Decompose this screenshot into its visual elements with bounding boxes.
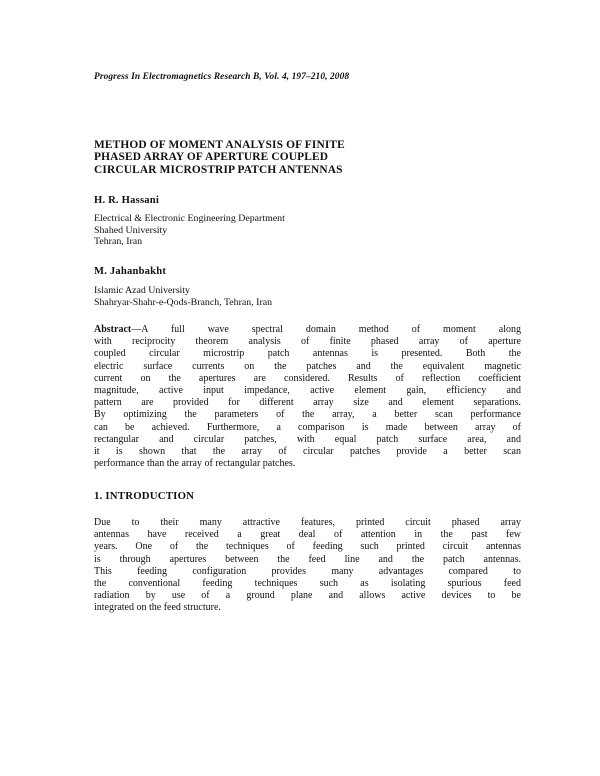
abstract-line: it is shown that the array of circular patches provide a better scan <box>94 445 521 457</box>
affiliation-line: Islamic Azad University <box>94 285 190 296</box>
abstract-line: with reciprocity theorem analysis of finite phased array of aperture <box>94 336 521 348</box>
abstract-line: Abstract—A full wave spectral domain method of moment along <box>94 324 521 335</box>
abstract-line: current on the apertures are considered. Results of reflection coefficient <box>94 372 521 384</box>
abstract-line: coupled circular microstrip patch antennas is presented. Both the <box>94 348 521 360</box>
abstract-line: By optimizing the parameters of the array, a better scan performance <box>94 409 521 421</box>
journal-header: Progress In Electromagnetics Research B, Vol. 4, 197–210, 2008 <box>94 72 350 82</box>
body-line: is through apertures between the feed line and the patch antennas. <box>94 553 521 565</box>
title-line: METHOD OF MOMENT ANALYSIS OF FINITE <box>94 139 345 151</box>
affiliation-line: Shahryar-Shahr-e-Qods-Branch, Tehran, Iran <box>94 296 273 308</box>
body-line: antennas have received a great deal of attention in the past few <box>94 529 521 541</box>
abstract-line: can be achieved. Furthermore, a comparison is made between array of <box>94 421 521 433</box>
author-name: M. Jahanbakht <box>94 266 167 277</box>
abstract-line: pattern are provided for different array size and element separations. <box>94 397 521 409</box>
body-line: integrated on the feed structure. <box>94 602 221 614</box>
abstract-label: Abstract <box>94 324 132 335</box>
abstract-line: performance than the array of rectangular patches. <box>94 458 296 470</box>
paper-title <box>94 139 345 176</box>
affiliation-line: Tehran, Iran <box>94 236 143 248</box>
introduction-paragraph <box>94 517 521 615</box>
body-line: Due to their many attractive features, printed circuit phased array <box>94 517 521 528</box>
section-heading: 1. INTRODUCTION <box>94 490 195 502</box>
author-affiliation <box>94 285 272 308</box>
body-line: This feeding configuration provides many advantages compared to <box>94 565 521 577</box>
body-line: radiation by use of a ground plane and allows active devices to be <box>94 590 521 602</box>
abstract-line: electric surface currents on the patches and the equivalent magnetic <box>94 360 521 372</box>
abstract <box>94 324 521 470</box>
abstract-line: magnitude, active input impedance, active element gain, efficiency and <box>94 384 521 396</box>
body-line: years. One of the techniques of feeding such printed circuit antennas <box>94 541 521 553</box>
body-line: the conventional feeding techniques such as isolating spurious feed <box>94 577 521 589</box>
title-line: PHASED ARRAY OF APERTURE COUPLED <box>94 151 329 164</box>
affiliation-line: Shahed University <box>94 224 168 236</box>
abstract-line: rectangular and circular patches, with equal patch surface area, and <box>94 433 521 445</box>
author-affiliation <box>94 213 285 248</box>
affiliation-line: Electrical & Electronic Engineering Department <box>94 213 285 224</box>
title-line: CIRCULAR MICROSTRIP PATCH ANTENNAS <box>94 163 343 176</box>
author-name: H. R. Hassani <box>94 195 159 206</box>
